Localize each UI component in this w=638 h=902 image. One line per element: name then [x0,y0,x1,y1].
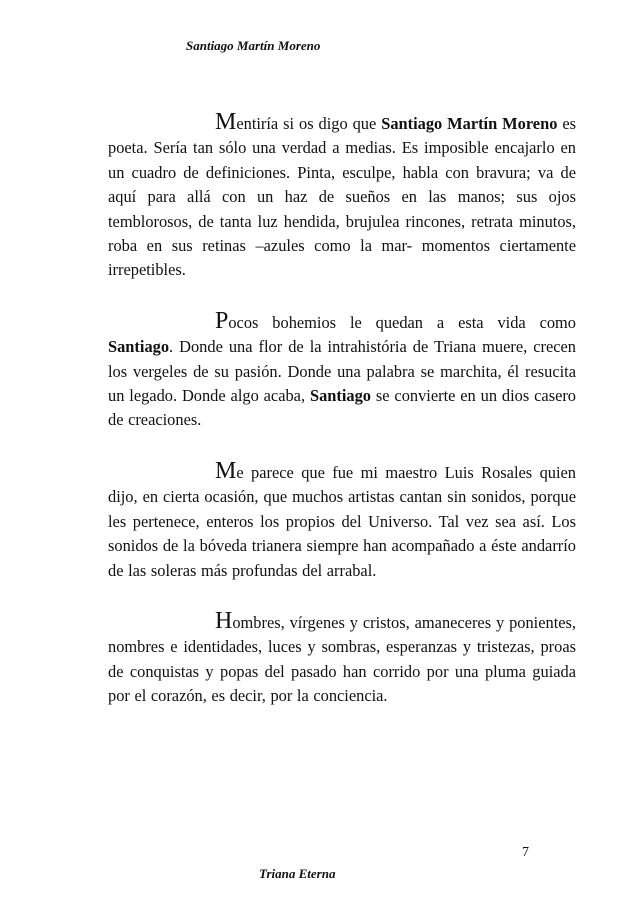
drop-initial: H [215,607,233,634]
running-header-author: Santiago Martín Moreno [186,38,321,53]
drop-initial: M [215,109,237,135]
page-number: 7 [522,845,529,860]
bold-name: Santiago Martín Moreno [381,114,558,133]
drop-initial: P [215,307,229,334]
paragraph-2 [108,307,576,433]
paragraph-text: ombres, vírgenes y cristos, amaneceres y ponientes, nombres e identidades, luces y sombras, esperanzas y tristezas, proas de conquistas y popas del pasado han corrido por una pluma guiada por el corazón, es decir, por la conciencia. [108,612,576,706]
bold-name: Santiago [309,386,371,406]
running-footer-title: Triana Eterna [259,866,336,881]
paragraph-text: e parece que fue mi maestro Luis Rosales quien dijo, en cierta ocasión, que muchos artistas cantan sin sonidos, porque les pertenece, enteros los propios del Universo. Tal vez sea así. Los sonidos de la bóveda trianera siempre han acompañado a éste andarrío de las soleras más profundas del arrabal. [108,462,576,580]
drop-initial: M [215,457,237,484]
body-text [108,109,576,709]
paragraph-text: . Donde una flor de la intrahistória de Triana muere, crecen los vergeles de su pasión. Donde una palabra se marchita, él resucita un legado. Donde algo acaba, [108,337,576,406]
bold-name: Santiago [108,337,170,357]
paragraph-text: es poeta. Sería tan sólo una verdad a medias. Es imposible encajarlo en un cuadro de definiciones. Pinta, esculpe, habla con bravura; va de aquí para allá con un haz de sueños en las manos; sus ojos temblorosos, de tanta luz hendida, brujulea rincones, retrata minutos, roba en sus retinas –azules como la mar- momentos ciertamente irrepetibles. [108,114,576,280]
paragraph-text: se convierte en un dios casero de creaciones. [108,386,576,430]
paragraph-1 [108,109,576,283]
paragraph-text: ocos bohemios le quedan a esta vida como [228,312,576,332]
paragraph-3 [108,457,576,583]
paragraph-4 [108,607,576,709]
paragraph-text: entiría si os digo que [236,114,382,133]
